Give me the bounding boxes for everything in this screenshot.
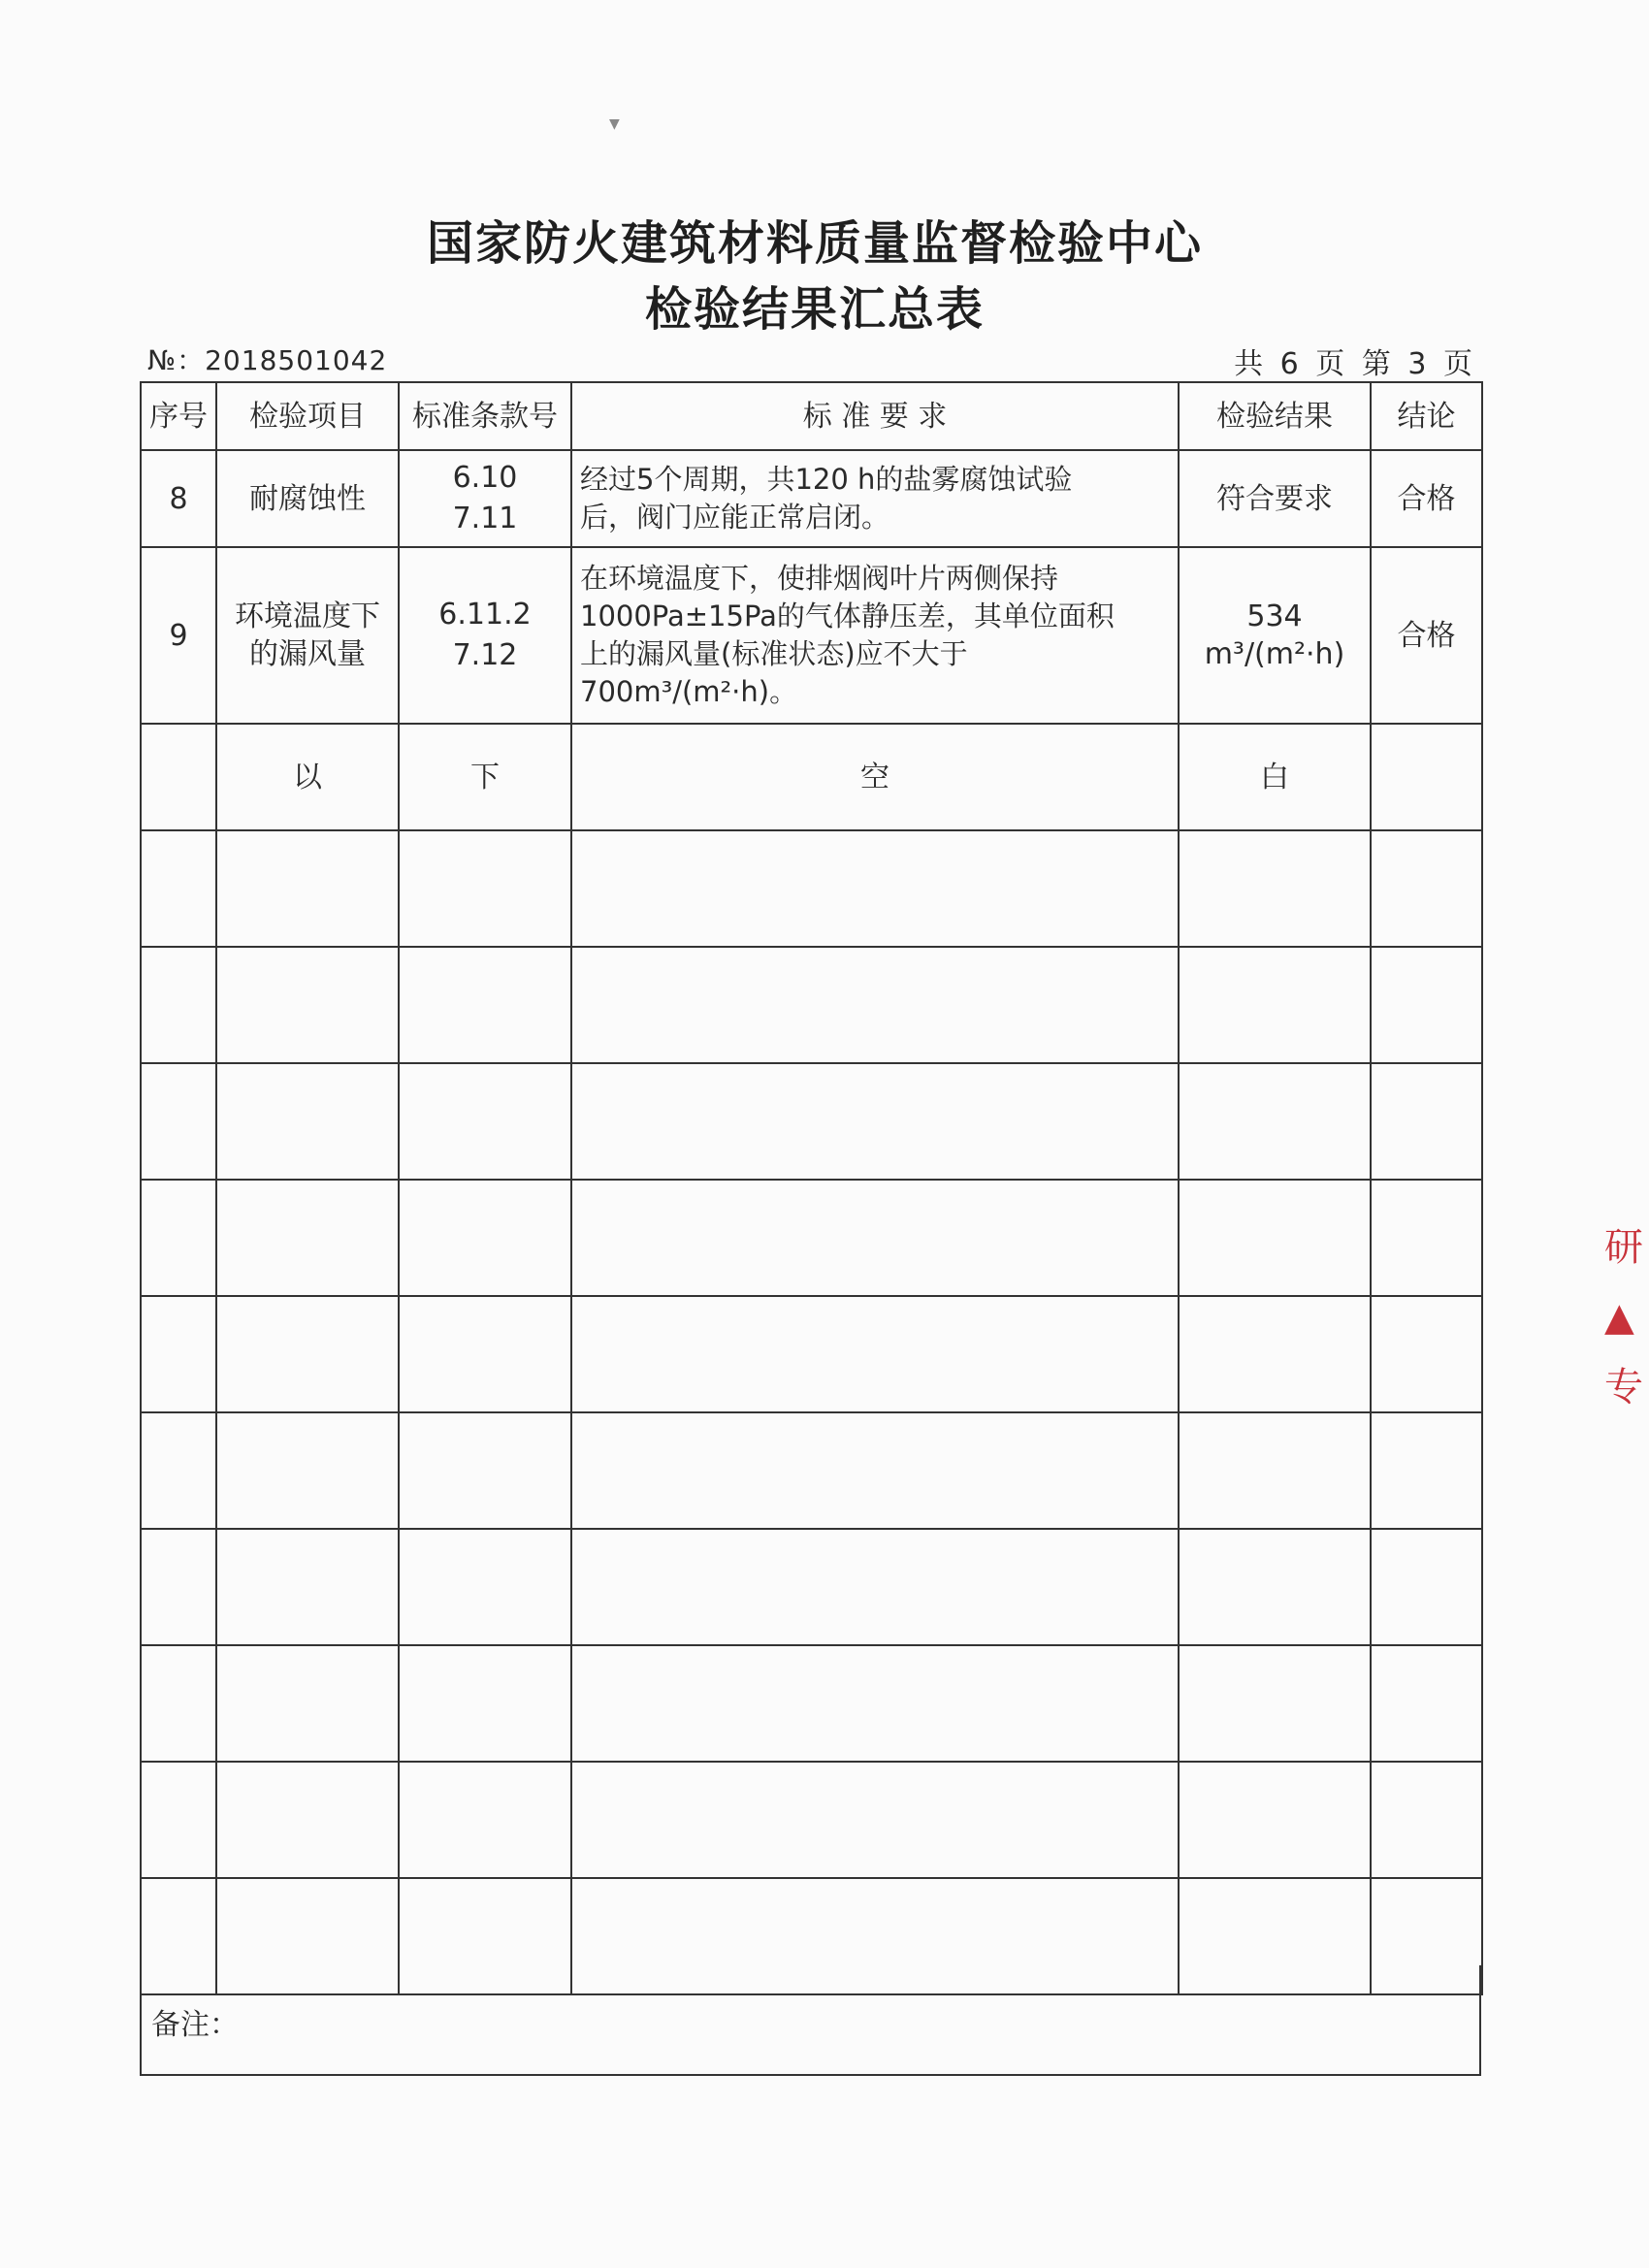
remarks-label: 备注： [151,2008,239,2042]
cell-result: 符合要求 [1179,450,1371,547]
seal-char: ▲ [1604,1295,1634,1340]
requirement-line: 经过5个周期，共120 h的盐雾腐蚀试验 [580,462,1073,496]
cell-no: 9 [141,547,216,724]
item-line: 的漏风量 [249,637,366,671]
item-line: 环境温度下 [235,599,380,633]
col-header-requirement: 标 准 要 求 [571,382,1179,450]
table-header-row [141,382,1482,450]
empty-row [141,1762,1482,1878]
requirement-line: 700m³/(m²·h)。 [580,675,798,709]
empty-row [141,1645,1482,1762]
empty-row [141,1529,1482,1645]
table-row [141,450,1482,547]
blank-marker-char: 白 [1179,724,1371,830]
result-line: m³/(m²·h) [1204,637,1345,671]
table-row [141,547,1482,724]
report-number: №：2018501042 [147,344,388,376]
empty-cell [141,724,216,830]
result-line: 534 [1246,599,1303,633]
seal-char: 研 [1604,1225,1643,1270]
empty-row [141,1412,1482,1529]
doc-title: 检验结果汇总表 [644,282,985,337]
requirement-line: 在环境温度下，使排烟阀叶片两侧保持 [580,561,1059,595]
blank-marker-char: 下 [399,724,571,830]
empty-row [141,947,1482,1063]
blank-marker-row [141,724,1482,830]
cell-item [216,547,399,724]
cell-conclusion: 合格 [1371,450,1482,547]
seal-char: 专 [1604,1365,1643,1409]
requirement-line: 后，阀门应能正常启闭。 [580,501,890,534]
org-title: 国家防火建筑材料质量监督检验中心 [426,216,1203,271]
clause-line: 6.11.2 [438,598,532,632]
cell-item: 耐腐蚀性 [216,450,399,547]
cell-requirement [571,547,1179,724]
col-header-no: 序号 [141,382,216,450]
page-info: 共 6 页 第 3 页 [1234,347,1476,381]
cell-clause [399,450,571,547]
empty-row [141,1180,1482,1296]
blank-marker-char: 以 [216,724,399,830]
blank-marker-char: 空 [571,724,1179,830]
requirement-line: 上的漏风量(标准状态)应不大于 [580,637,968,670]
scan-speck: ▼ [609,116,620,132]
empty-row [141,1063,1482,1180]
empty-row [141,830,1482,947]
official-seal-fragment [1604,1213,1649,1542]
col-header-conclusion: 结论 [1371,382,1482,450]
col-header-item: 检验项目 [216,382,399,450]
cell-no: 8 [141,450,216,547]
col-header-clause: 标准条款号 [399,382,571,450]
cell-requirement [571,450,1179,547]
results-table [140,381,1483,1995]
clause-line: 6.10 [452,461,518,495]
cell-conclusion: 合格 [1371,547,1482,724]
empty-cell [1371,724,1482,830]
requirement-line: 1000Pa±15Pa的气体静压差，其单位面积 [580,599,1115,632]
cell-clause [399,547,571,724]
clause-line: 7.12 [452,638,518,672]
empty-row [141,1296,1482,1412]
remarks-box [140,1965,1481,2076]
clause-line: 7.11 [452,502,518,535]
col-header-result: 检验结果 [1179,382,1371,450]
cell-result [1179,547,1371,724]
